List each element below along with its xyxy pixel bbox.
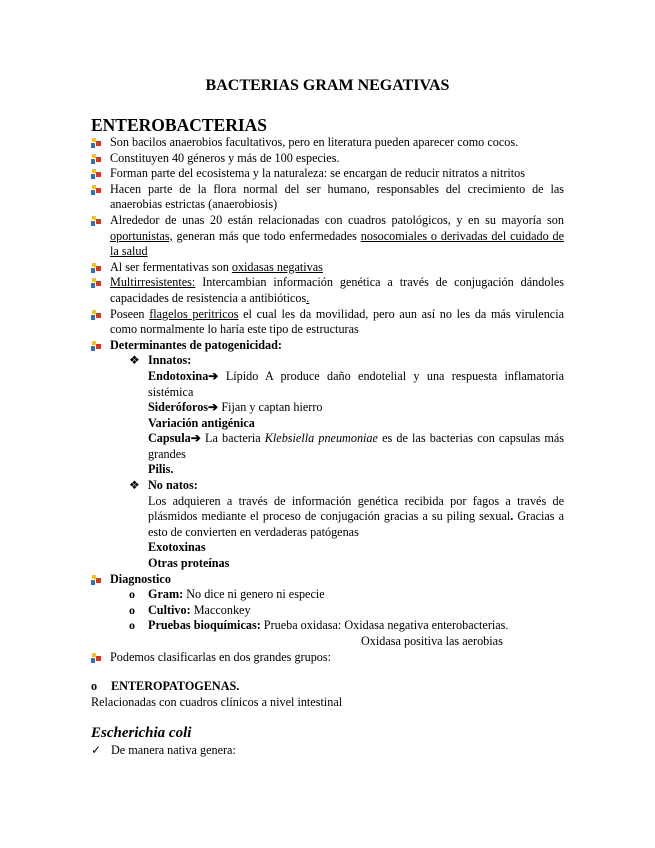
list-item: Forman parte del ecosistema y la naturaleza: se encargan de reducir nitratos a nitritos bbox=[91, 166, 564, 182]
checkmark-icon: ✓ bbox=[91, 743, 102, 757]
capsula-line: Capsula➔ La bacteria Klebsiella pneumoniae es de las bacterias con capsulas más grandes bbox=[148, 431, 565, 461]
sideroforos-line: Sideróforos➔ Fijan y captan hierro bbox=[148, 400, 323, 415]
colored-square-bullet-icon bbox=[91, 138, 102, 149]
underlined-text: oportunistas, bbox=[110, 228, 173, 243]
list-item: Poseen flagelos peritricos el cual les da movilidad, pero aun así no les da más virulencia como normalmente lo haría este tipo de estructuras bbox=[91, 307, 564, 338]
list-item: Multirresistentes: Intercambian información genética a través de conjugación dándoles capacidades de resistencia a antibióticos. bbox=[91, 275, 564, 306]
diagnostico-pruebas: o Pruebas bioquímicas: Prueba oxidasa: Oxidasa negativa enterobacterias. bbox=[129, 618, 509, 633]
circle-bullet-icon: o bbox=[129, 602, 135, 617]
list-item: Al ser fermentativas son oxidasas negativas bbox=[91, 260, 564, 276]
relacionadas-text: Relacionadas con cuadros clínicos a nivel intestinal bbox=[91, 695, 343, 709]
nativa-line: ✓ De manera nativa genera: bbox=[91, 743, 236, 757]
enteropatogenas-heading: o ENTEROPATOGENAS. bbox=[91, 679, 240, 693]
page-title: BACTERIAS GRAM NEGATIVAS bbox=[205, 77, 450, 94]
list-item: Determinantes de patogenicidad: bbox=[91, 338, 564, 354]
right-arrow-icon: ➔ bbox=[208, 368, 219, 383]
underlined-text: oxidasas negativas bbox=[231, 259, 323, 274]
list-item: Constituyen 40 géneros y más de 100 especies. bbox=[91, 151, 564, 167]
list-item: Hacen parte de la flora normal del ser humano, responsables del crecimiento de las anaerobias estrictas (anaerobiosis) bbox=[91, 182, 564, 213]
diamond-bullet-icon: ❖ bbox=[129, 478, 140, 493]
colored-square-bullet-icon bbox=[91, 310, 102, 321]
underlined-text: . bbox=[306, 290, 310, 305]
colored-square-bullet-icon bbox=[91, 278, 102, 289]
endotoxina-line: Endotoxina➔ Lípido A produce daño endotelial y una respuesta inflamatoria sistémica bbox=[148, 368, 564, 399]
bullet-list bbox=[91, 135, 564, 665]
diamond-bullet-icon: ❖ bbox=[129, 353, 140, 368]
variacion-line: Variación antigénica bbox=[148, 415, 255, 430]
underlined-text: nosocomiales o derivadas del cuidado de la salud bbox=[110, 228, 564, 259]
circle-bullet-icon: o bbox=[129, 618, 135, 633]
colored-square-bullet-icon bbox=[91, 154, 102, 165]
no-natos-heading: ❖ No natos: bbox=[129, 478, 198, 493]
colored-square-bullet-icon bbox=[91, 169, 102, 180]
colored-square-bullet-icon bbox=[91, 575, 102, 586]
colored-square-bullet-icon bbox=[91, 185, 102, 196]
right-arrow-icon: ➔ bbox=[208, 400, 219, 415]
diagnostico-gram: o Gram: No dice ni genero ni especie bbox=[129, 587, 325, 602]
no-natos-text: Los adquieren a través de información genética recibida por fagos a través de plásmidos mediante el proceso de conjugación gracias a su piling sexual. Gracias a esto de convierten en verdaderas patógenas bbox=[148, 493, 564, 539]
pilis-line: Pilis. bbox=[148, 462, 174, 477]
underlined-text: flagelos peritricos bbox=[149, 306, 239, 321]
list-item: Son bacilos anaerobios facultativos, pero en literatura pueden aparecer como cocos. bbox=[91, 135, 564, 151]
innatos-heading: ❖ Innatos: bbox=[129, 353, 192, 368]
colored-square-bullet-icon bbox=[91, 653, 102, 664]
colored-square-bullet-icon bbox=[91, 216, 102, 227]
otras-proteinas-line: Otras proteínas bbox=[148, 556, 230, 571]
list-item: Podemos clasificarlas en dos grandes grupos: bbox=[91, 650, 564, 666]
ecoli-heading: Escherichia coli bbox=[91, 725, 192, 741]
section-heading: ENTEROBACTERIAS bbox=[91, 115, 268, 135]
list-item: Diagnostico bbox=[91, 572, 564, 588]
diagnostico-pruebas-line2: Oxidasa positiva las aerobias bbox=[361, 634, 503, 648]
circle-bullet-icon: o bbox=[129, 587, 135, 602]
list-item: Alrededor de unas 20 están relacionadas con cuadros patológicos, y en su mayoría son oportunistas, generan más que todo enfermedades nosocomiales o derivadas del cuidado de la salud bbox=[91, 213, 564, 260]
colored-square-bullet-icon bbox=[91, 263, 102, 274]
colored-square-bullet-icon bbox=[91, 341, 102, 352]
exotoxinas-line: Exotoxinas bbox=[148, 540, 206, 555]
circle-bullet-icon: o bbox=[91, 679, 98, 693]
diagnostico-cultivo: o Cultivo: Macconkey bbox=[129, 602, 251, 617]
underlined-text: Multirresistentes: bbox=[110, 275, 196, 290]
right-arrow-icon: ➔ bbox=[190, 431, 201, 446]
